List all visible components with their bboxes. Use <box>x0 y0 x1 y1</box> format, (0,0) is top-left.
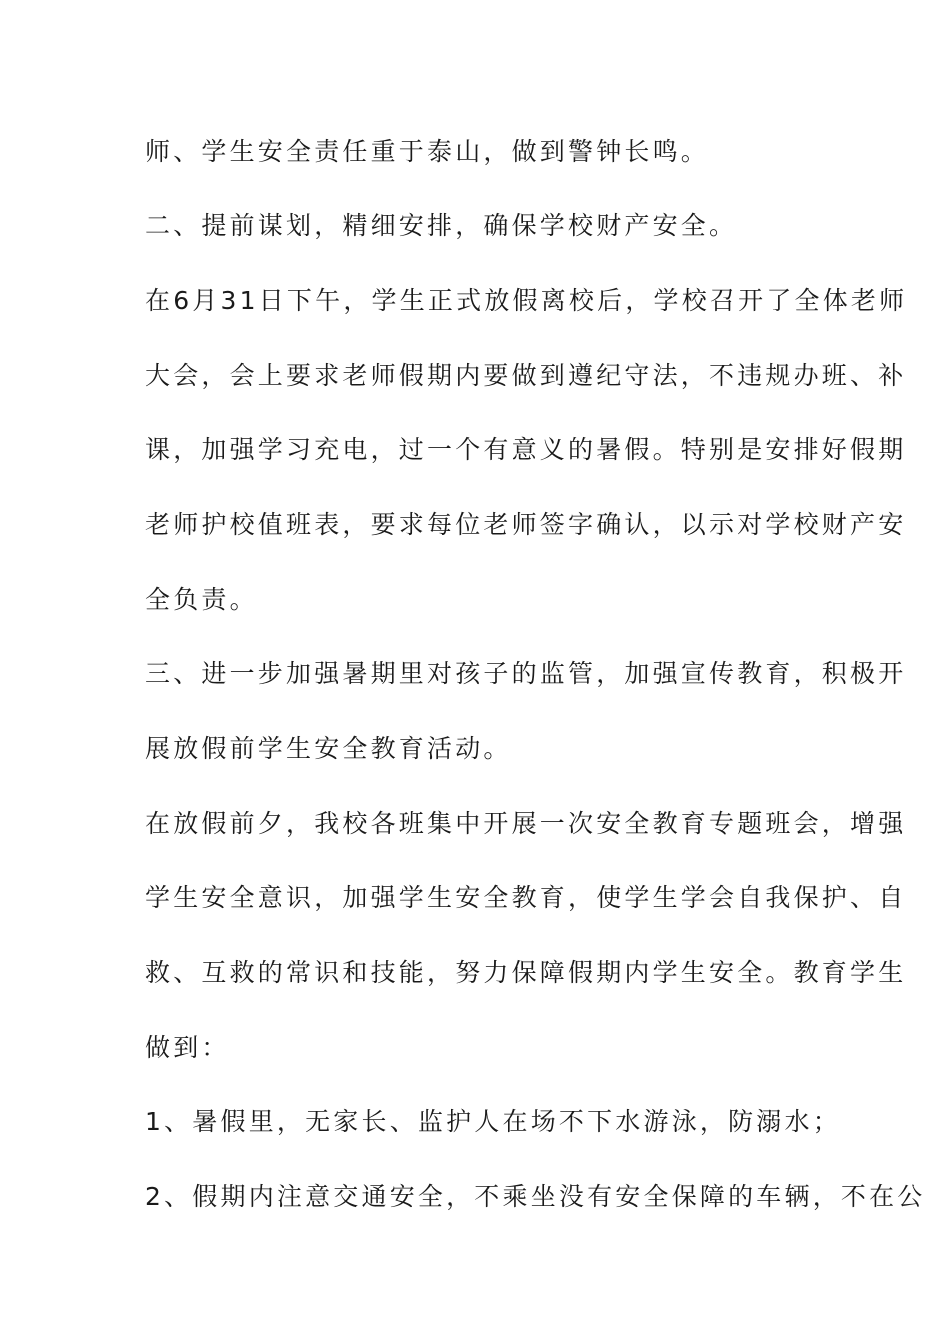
text-line: 师、学生安全责任重于泰山，做到警钟长鸣。 <box>145 137 710 166</box>
section-heading: 三、进一步加强暑期里对孩子的监管，加强宣传教育，积极开 <box>145 659 907 688</box>
section-heading: 展放假前学生安全教育活动。 <box>145 734 512 763</box>
list-item: 1、暑假里，无家长、监护人在场不下水游泳，防溺水； <box>145 1107 841 1136</box>
text-line: 做到： <box>145 1033 230 1062</box>
list-item: 2、假期内注意交通安全，不乘坐没有安全保障的车辆，不在公 <box>145 1182 926 1211</box>
text-line: 课，加强学习充电，过一个有意义的暑假。特别是安排好假期 <box>145 435 907 464</box>
text-line: 学生安全意识，加强学生安全教育，使学生学会自我保护、自 <box>145 883 907 912</box>
text-line: 大会，会上要求老师假期内要做到遵纪守法，不违规办班、补 <box>145 361 907 390</box>
text-line: 在6月31日下午，学生正式放假离校后，学校召开了全体老师 <box>145 286 908 315</box>
text-line: 全负责。 <box>145 585 258 614</box>
section-heading: 二、提前谋划，精细安排，确保学校财产安全。 <box>145 211 738 240</box>
text-line: 救、互救的常识和技能，努力保障假期内学生安全。教育学生 <box>145 958 907 987</box>
text-line: 老师护校值班表，要求每位老师签字确认，以示对学校财产安 <box>145 510 907 539</box>
text-line: 在放假前夕，我校各班集中开展一次安全教育专题班会，增强 <box>145 809 907 838</box>
